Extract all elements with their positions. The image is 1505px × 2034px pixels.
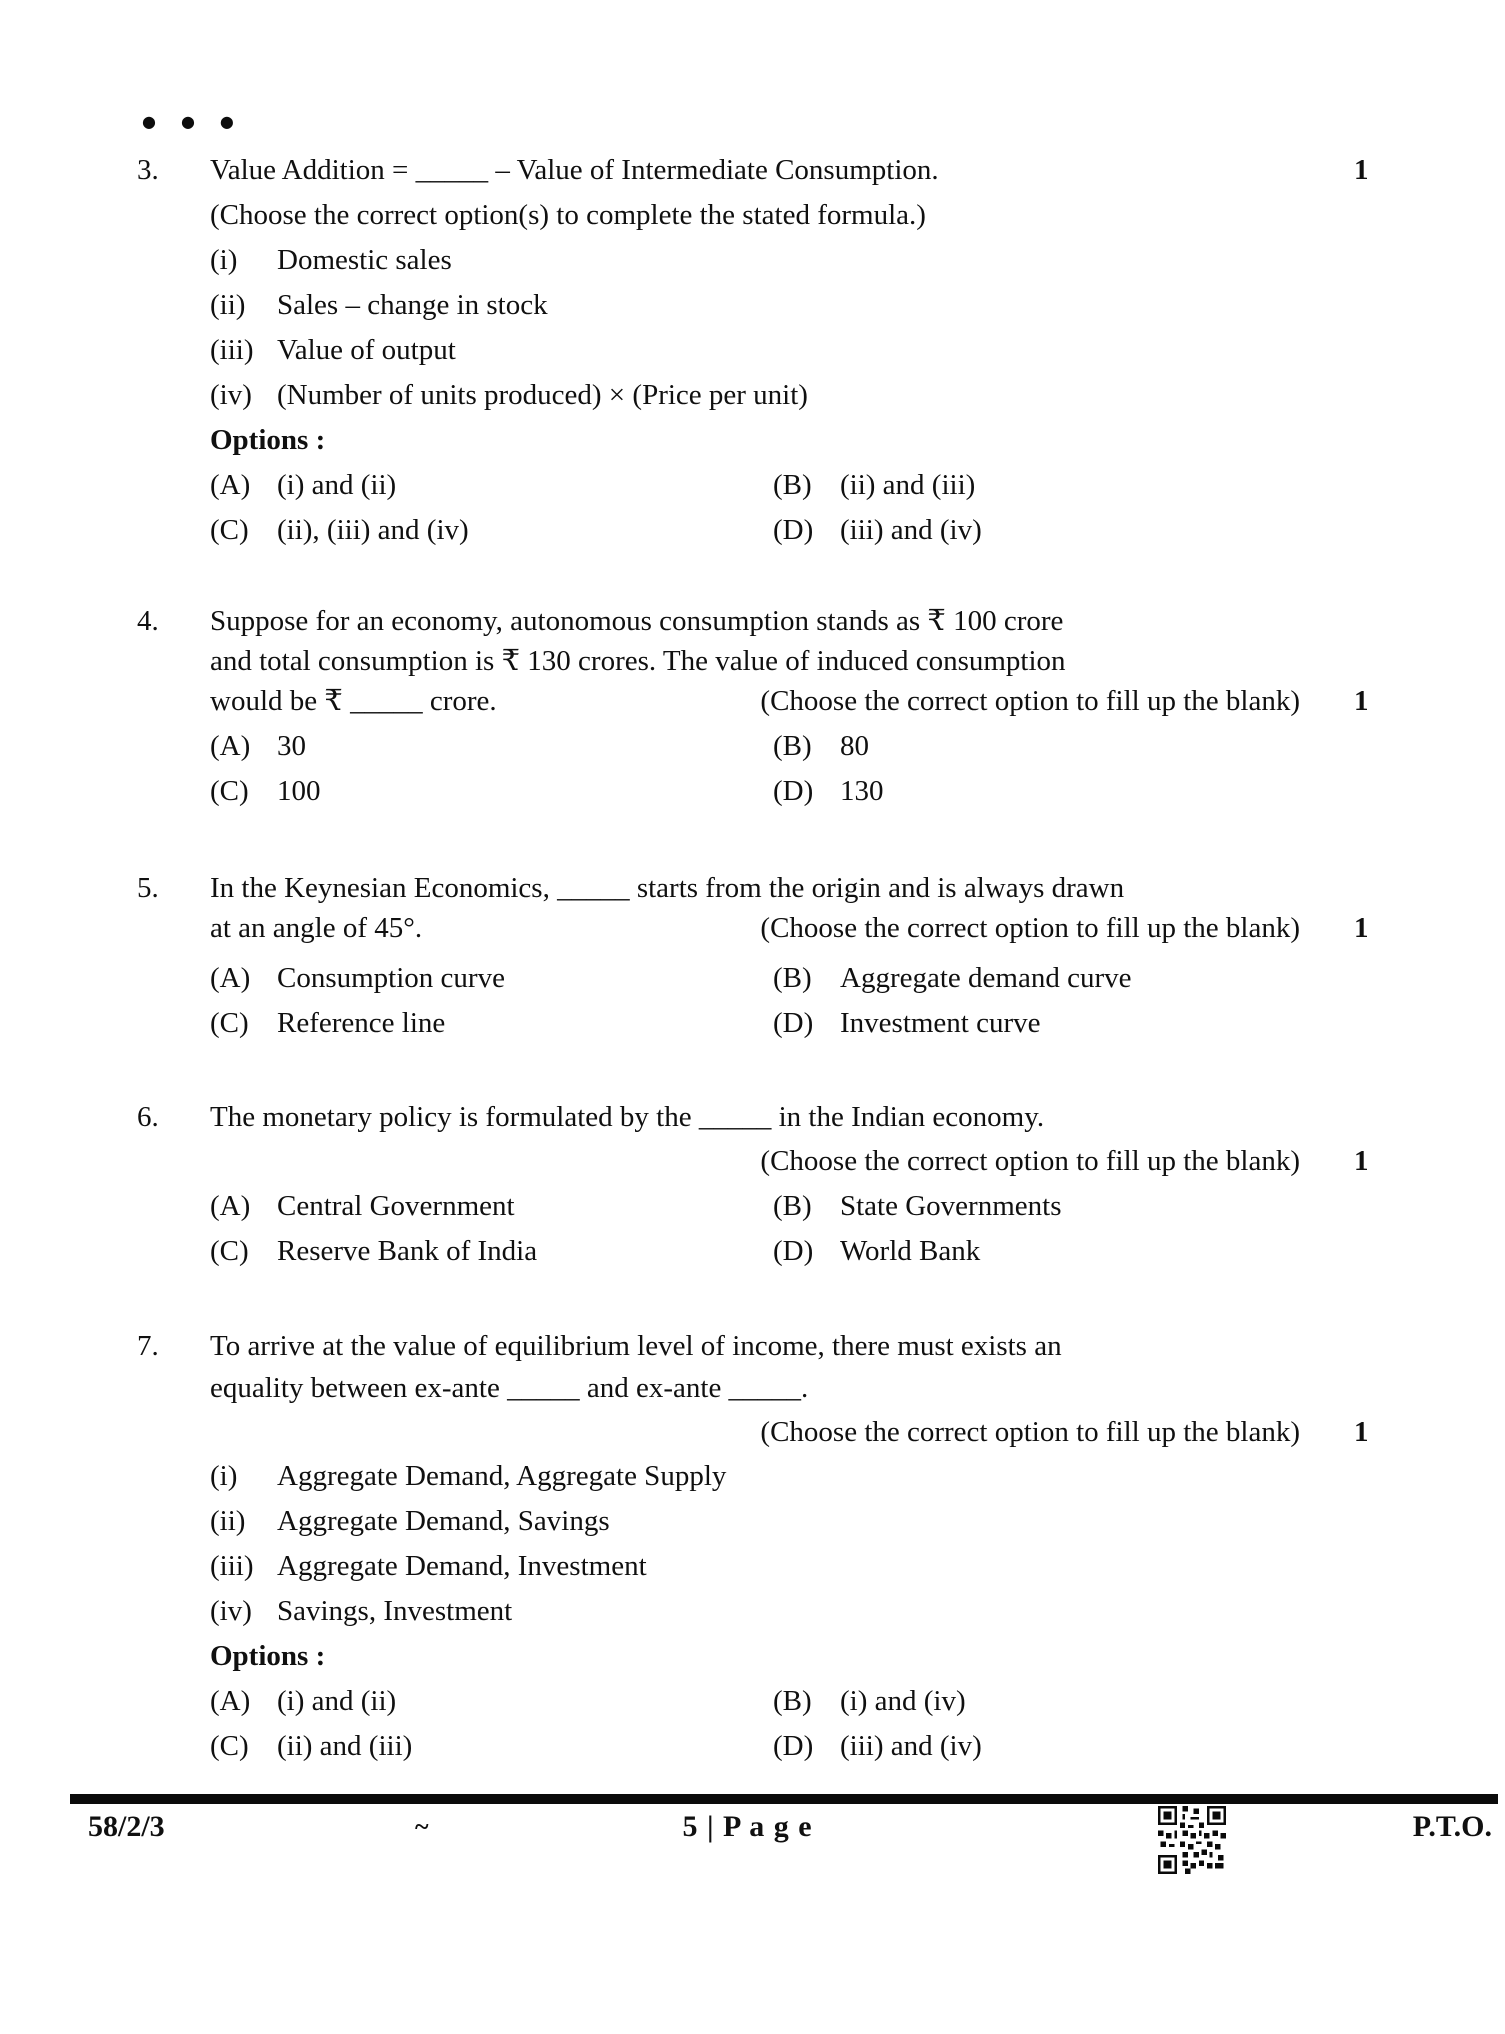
option-text: State Governments [840,1190,1062,1222]
item-label: (iv) [210,1595,252,1627]
page-number: 5 | P a g e [682,1810,813,1843]
option-c [210,508,773,553]
option-text: 80 [840,730,869,762]
item-text: Aggregate Demand, Savings [277,1505,610,1537]
item-text: Aggregate Demand, Investment [277,1550,647,1582]
spacer [137,1499,210,1544]
continuation-dots-icon: ●●● [142,112,259,131]
question-5 [137,868,1427,1046]
item-label: (iv) [210,379,252,411]
spacer [137,1634,210,1679]
option-text: (ii) and (iii) [277,1730,413,1762]
footer-separator: ~ [415,1812,429,1841]
footer-rule [70,1794,1498,1804]
item-label: (ii) [210,1505,246,1537]
spacer [137,641,210,681]
option-text: (iii) and (iv) [840,514,982,546]
choose-instruction: (Choose the correct option to fill up the blank) [760,912,1300,944]
option-d [773,1001,1041,1046]
item-label: (iii) [210,1550,254,1582]
option-text: 130 [840,775,884,807]
question-number: 7. [137,1330,159,1362]
option-text: Investment curve [840,1007,1041,1039]
question-number: 3. [137,154,159,186]
options-heading: Options : [210,424,326,456]
choose-instruction: (Choose the correct option to fill up the blank) [760,1145,1300,1177]
spacer [137,238,210,283]
option-text: Reference line [277,1007,446,1039]
spacer [137,724,210,769]
option-label: (B) [773,962,812,994]
option-label: (B) [773,1190,812,1222]
choose-instruction: (Choose the correct option to fill up the blank) [760,685,1300,717]
spacer [137,1184,210,1229]
spacer [137,328,210,373]
item-label: (iii) [210,334,254,366]
question-text: Suppose for an economy, autonomous consumption stands as ₹ 100 crore [210,605,1064,637]
spacer [137,463,210,508]
item-label: (i) [210,244,238,276]
question-text: at an angle of 45°. [210,912,423,944]
option-b [773,463,975,508]
item-label: (ii) [210,289,246,321]
option-label: (B) [773,469,812,501]
option-text: (i) and (iv) [840,1685,966,1717]
spacer [137,1679,210,1724]
option-label: (D) [773,1730,814,1762]
option-text: Central Government [277,1190,515,1222]
question-text: equality between ex-ante _____ and ex-ante _____. [210,1372,809,1404]
item-text: (Number of units produced) × (Price per unit) [277,379,808,411]
paper-code: 58/2/3 [88,1810,165,1843]
option-a [210,1679,773,1724]
option-text: (iii) and (iv) [840,1730,982,1762]
item-text: Sales – change in stock [277,289,548,321]
option-label: (A) [210,962,251,994]
option-label: (C) [210,514,249,546]
spacer [137,908,210,948]
spacer [137,1366,210,1410]
option-text: (i) and (ii) [277,1685,397,1717]
option-label: (B) [773,730,812,762]
option-label: (C) [210,1730,249,1762]
question-4 [137,601,1427,814]
marks-value: 1 [1354,154,1369,186]
qr-code-icon [1156,1806,1228,1874]
option-text: 30 [277,730,306,762]
question-text: Value Addition = _____ – Value of Intermediate Consumption. [210,154,939,186]
option-text: (ii) and (iii) [840,469,976,501]
option-text: (ii), (iii) and (iv) [277,514,469,546]
option-label: (C) [210,1235,249,1267]
option-text: (i) and (ii) [277,469,397,501]
spacer [137,373,210,418]
spacer [137,956,210,1001]
marks-value: 1 [1354,685,1369,717]
spacer [137,1229,210,1274]
spacer [137,681,210,721]
option-c [210,1001,773,1046]
option-label: (D) [773,775,814,807]
options-heading: Options : [210,1640,326,1672]
question-text: The monetary policy is formulated by the _____ in the Indian economy. [210,1101,1045,1133]
option-c [210,1724,773,1769]
spacer [137,1589,210,1634]
item-label: (i) [210,1460,238,1492]
spacer [137,508,210,553]
option-label: (C) [210,1007,249,1039]
item-text: Domestic sales [277,244,452,276]
option-text: 100 [277,775,321,807]
option-text: Reserve Bank of India [277,1235,538,1267]
option-text: Aggregate demand curve [840,962,1132,994]
option-d [773,769,884,814]
spacer [137,1544,210,1589]
option-label: (D) [773,1235,814,1267]
spacer [137,1454,210,1499]
choose-instruction: (Choose the correct option to fill up the blank) [760,1416,1300,1448]
question-text: would be ₹ _____ crore. [210,685,497,717]
option-d [773,1229,980,1274]
spacer [137,418,210,463]
option-b [773,956,1131,1001]
item-text: Aggregate Demand, Aggregate Supply [277,1460,727,1492]
marks-value: 1 [1354,1416,1369,1448]
option-label: (A) [210,1685,251,1717]
option-a [210,1184,773,1229]
option-text: World Bank [840,1235,981,1267]
question-3 [137,148,1427,553]
option-label: (A) [210,730,251,762]
spacer [137,1724,210,1769]
option-label: (B) [773,1685,812,1717]
option-label: (A) [210,1190,251,1222]
option-label: (D) [773,1007,814,1039]
question-text: and total consumption is ₹ 130 crores. The value of induced consumption [210,645,1066,677]
spacer [137,1410,210,1454]
item-text: Value of output [277,334,456,366]
question-text: To arrive at the value of equilibrium level of income, there must exists an [210,1330,1062,1362]
spacer [137,283,210,328]
question-number: 5. [137,872,159,904]
option-label: (D) [773,514,814,546]
option-c [210,1229,773,1274]
option-d [773,1724,982,1769]
question-text: In the Keynesian Economics, _____ starts from the origin and is always drawn [210,872,1125,904]
option-label: (C) [210,775,249,807]
option-d [773,508,982,553]
item-text: Savings, Investment [277,1595,513,1627]
pto-label: P.T.O. [1412,1810,1492,1843]
question-number: 4. [137,605,159,637]
spacer [137,1139,210,1183]
option-b [773,724,869,769]
option-c [210,769,773,814]
spacer [137,193,210,238]
option-b [773,1679,966,1724]
question-number: 6. [137,1101,159,1133]
question-6 [137,1095,1427,1274]
spacer [137,1001,210,1046]
marks-value: 1 [1354,912,1369,944]
option-a [210,463,773,508]
option-label: (A) [210,469,251,501]
option-a [210,724,773,769]
marks-value: 1 [1354,1145,1369,1177]
question-7 [137,1326,1427,1769]
option-b [773,1184,1061,1229]
option-a [210,956,773,1001]
option-text: Consumption curve [277,962,505,994]
spacer [137,769,210,814]
question-instruction: (Choose the correct option(s) to complete the stated formula.) [210,199,926,231]
